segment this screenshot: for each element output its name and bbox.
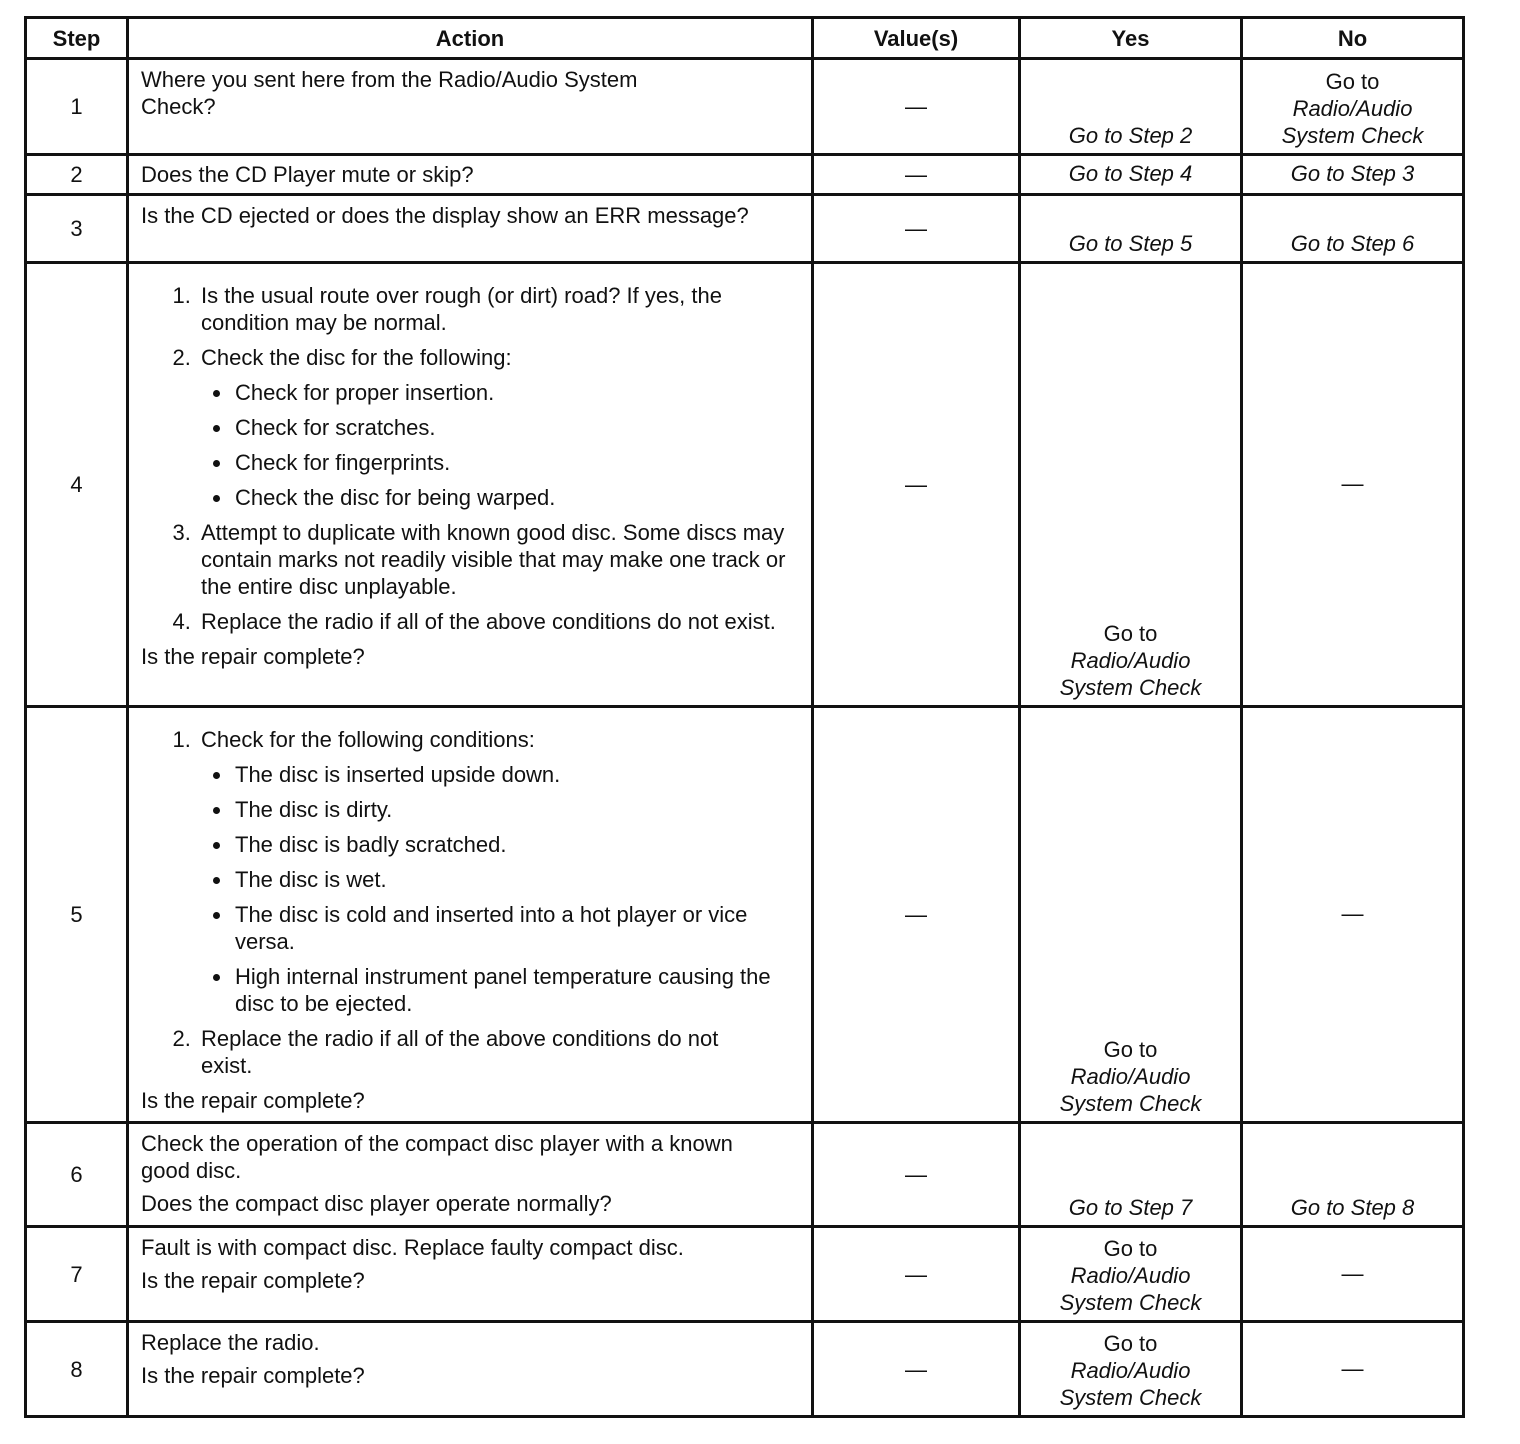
action-question: Is the repair complete? bbox=[141, 1363, 365, 1388]
diagnostic-table-page bbox=[24, 16, 1464, 1418]
no-cell: Go to Step 6 bbox=[1242, 195, 1464, 263]
table-row bbox=[26, 1227, 1464, 1322]
action-cell bbox=[128, 263, 813, 707]
action-question: Does the compact disc player operate normally? bbox=[141, 1191, 612, 1216]
no-system-check-link: System Check bbox=[1281, 123, 1424, 148]
no-cell: — bbox=[1242, 707, 1464, 1123]
step-column-header: Step bbox=[26, 18, 128, 59]
action-cell bbox=[128, 59, 813, 155]
action-question: Where you sent here from the Radio/Audio System Check? bbox=[141, 67, 638, 119]
yes-radio-audio-link: Radio/Audio bbox=[1070, 1358, 1191, 1383]
yes-system-check-link: System Check bbox=[1059, 1091, 1202, 1116]
bullet-item: • High internal instrument panel temperature causing the disc to be ejected. bbox=[233, 963, 771, 1017]
list-item bbox=[197, 344, 801, 511]
yes-radio-audio-link: Radio/Audio bbox=[1070, 1263, 1191, 1288]
action-question: Is the repair complete? bbox=[141, 1088, 365, 1113]
no-column-header: No bbox=[1242, 18, 1464, 59]
value-cell: — bbox=[813, 195, 1020, 263]
table-row bbox=[26, 263, 1464, 707]
bullet-item: • Check for fingerprints. bbox=[233, 449, 801, 476]
table-header-row bbox=[26, 18, 1464, 59]
no-cell: — bbox=[1242, 263, 1464, 707]
yes-cell bbox=[1020, 707, 1242, 1123]
no-go-to: Go to bbox=[1325, 69, 1380, 94]
step-number: 8 bbox=[26, 1322, 128, 1417]
action-text: Check the operation of the compact disc player with a known good disc. bbox=[141, 1131, 733, 1183]
action-text: Replace the radio. bbox=[141, 1330, 320, 1355]
bullet-item: • The disc is badly scratched. bbox=[233, 831, 771, 858]
no-radio-audio-link: Radio/Audio bbox=[1292, 96, 1413, 121]
bullet-item: • The disc is inserted upside down. bbox=[233, 761, 771, 788]
action-column-header: Action bbox=[128, 18, 813, 59]
table-row bbox=[26, 1123, 1464, 1227]
values-column-header: Value(s) bbox=[813, 18, 1020, 59]
list-item: 4. Replace the radio if all of the above conditions do not exist. bbox=[197, 608, 801, 635]
no-cell: Go to Step 3 bbox=[1242, 155, 1464, 195]
table-row bbox=[26, 155, 1464, 195]
step-number: 4 bbox=[26, 263, 128, 707]
yes-system-check-link: System Check bbox=[1059, 1290, 1202, 1315]
list-item-text: Check the disc for the following: bbox=[201, 345, 512, 370]
action-question: Is the repair complete? bbox=[141, 1268, 365, 1293]
no-cell: Go to Step 8 bbox=[1242, 1123, 1464, 1227]
action-question: Is the CD ejected or does the display show an ERR message? bbox=[141, 203, 749, 228]
action-question: Does the CD Player mute or skip? bbox=[141, 162, 474, 187]
yes-go-to: Go to bbox=[1103, 621, 1158, 646]
action-cell bbox=[128, 1123, 813, 1227]
value-cell: — bbox=[813, 1123, 1020, 1227]
action-cell bbox=[128, 195, 813, 263]
yes-cell: Go to Step 7 bbox=[1020, 1123, 1242, 1227]
yes-cell: Go to Step 4 bbox=[1020, 155, 1242, 195]
action-steps-list bbox=[141, 282, 801, 635]
action-steps-list bbox=[141, 726, 801, 1079]
yes-cell: Go to Step 5 bbox=[1020, 195, 1242, 263]
action-cell bbox=[128, 1227, 813, 1322]
list-item bbox=[197, 726, 801, 1017]
bullet-item: • The disc is dirty. bbox=[233, 796, 771, 823]
bullet-item: • The disc is wet. bbox=[233, 866, 771, 893]
no-cell: — bbox=[1242, 1227, 1464, 1322]
table-row bbox=[26, 1322, 1464, 1417]
value-cell: — bbox=[813, 1322, 1020, 1417]
table-row bbox=[26, 195, 1464, 263]
value-cell: — bbox=[813, 1227, 1020, 1322]
step-number: 1 bbox=[26, 59, 128, 155]
action-question: Is the repair complete? bbox=[141, 644, 365, 669]
step-number: 3 bbox=[26, 195, 128, 263]
yes-system-check-link: System Check bbox=[1059, 675, 1202, 700]
no-cell bbox=[1242, 59, 1464, 155]
step-number: 5 bbox=[26, 707, 128, 1123]
bullet-item: • Check for scratches. bbox=[233, 414, 801, 441]
value-cell: — bbox=[813, 707, 1020, 1123]
bullet-list bbox=[201, 761, 801, 1017]
bullet-item: • Check the disc for being warped. bbox=[233, 484, 801, 511]
yes-column-header: Yes bbox=[1020, 18, 1242, 59]
step-number: 2 bbox=[26, 155, 128, 195]
step-number: 7 bbox=[26, 1227, 128, 1322]
value-cell: — bbox=[813, 155, 1020, 195]
yes-cell bbox=[1020, 1227, 1242, 1322]
bullet-item: • Check for proper insertion. bbox=[233, 379, 801, 406]
yes-cell bbox=[1020, 1322, 1242, 1417]
bullet-list bbox=[201, 379, 801, 511]
yes-radio-audio-link: Radio/Audio bbox=[1070, 1064, 1191, 1089]
action-cell bbox=[128, 155, 813, 195]
yes-cell: Go to Step 2 bbox=[1020, 59, 1242, 155]
diagnostic-table bbox=[24, 16, 1465, 1418]
yes-go-to: Go to bbox=[1103, 1037, 1158, 1062]
no-cell: — bbox=[1242, 1322, 1464, 1417]
yes-radio-audio-link: Radio/Audio bbox=[1070, 648, 1191, 673]
action-cell bbox=[128, 1322, 813, 1417]
yes-cell bbox=[1020, 263, 1242, 707]
list-item: 2. Replace the radio if all of the above conditions do not exist. bbox=[197, 1025, 801, 1079]
value-cell: — bbox=[813, 59, 1020, 155]
yes-go-to: Go to bbox=[1103, 1236, 1158, 1261]
bullet-item: • The disc is cold and inserted into a hot player or vice versa. bbox=[233, 901, 771, 955]
table-row bbox=[26, 59, 1464, 155]
list-item: 1. Is the usual route over rough (or dirt) road? If yes, the condition may be normal. bbox=[197, 282, 801, 336]
value-cell: — bbox=[813, 263, 1020, 707]
yes-system-check-link: System Check bbox=[1059, 1385, 1202, 1410]
list-item-text: Check for the following conditions: bbox=[201, 727, 535, 752]
yes-go-to: Go to bbox=[1103, 1331, 1158, 1356]
action-text: Fault is with compact disc. Replace faulty compact disc. bbox=[141, 1235, 684, 1260]
step-number: 6 bbox=[26, 1123, 128, 1227]
action-cell bbox=[128, 707, 813, 1123]
list-item: 3. Attempt to duplicate with known good disc. Some discs may contain marks not readily visible that may make one track or the entire disc unplayable. bbox=[197, 519, 801, 600]
table-row bbox=[26, 707, 1464, 1123]
